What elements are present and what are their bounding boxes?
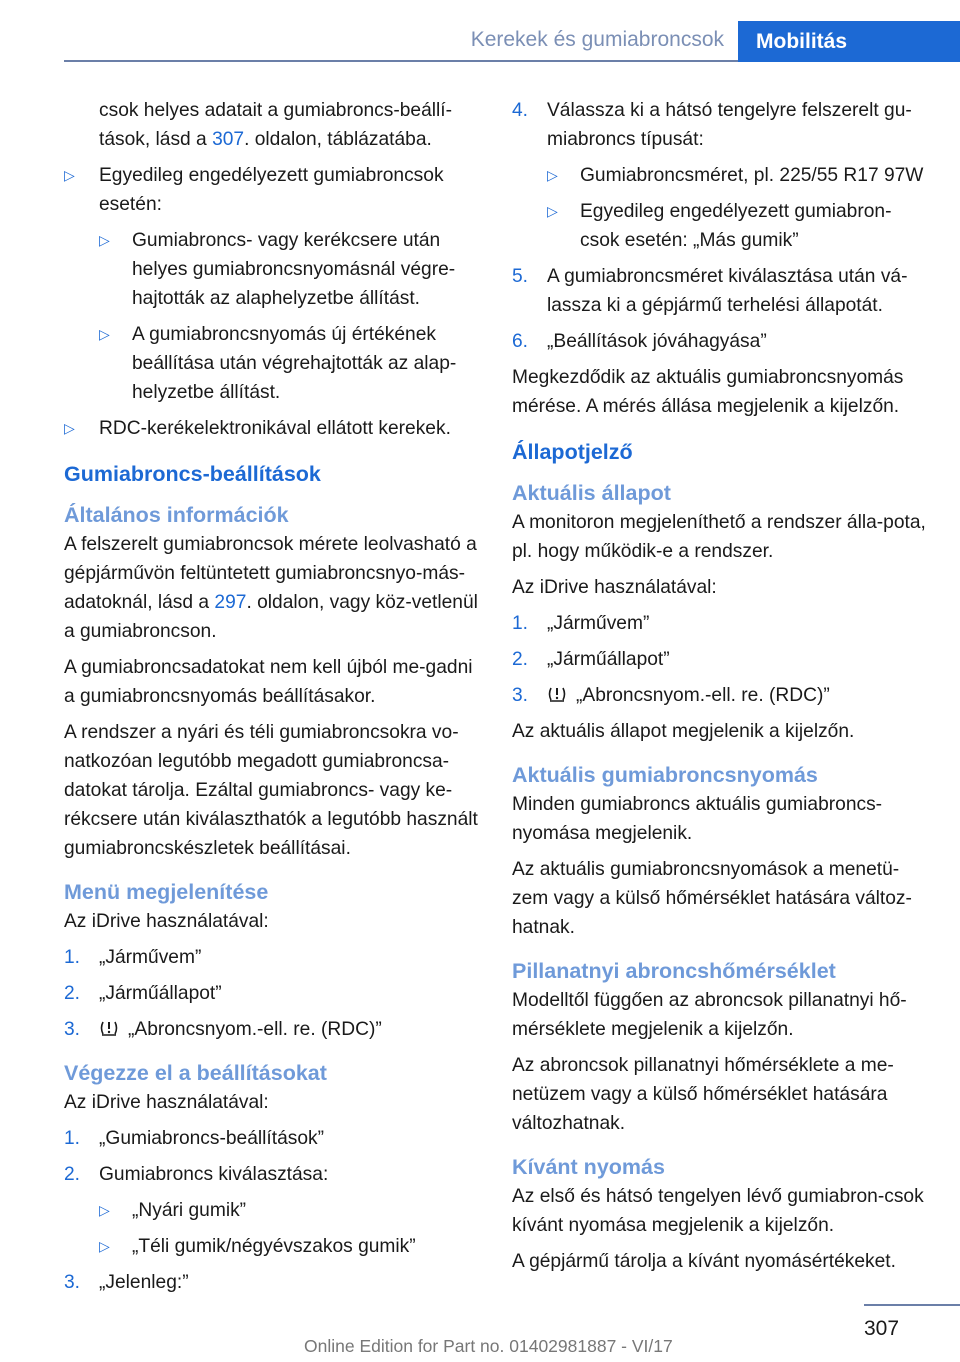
step-number: 2. <box>512 649 529 670</box>
list-item: 3. „Abroncsnyom.-ell. re. (RDC)” <box>64 1015 482 1044</box>
paragraph: Modelltől függően az abroncsok pillanatnyi hő‐mérséklete megjelenik a kijelzőn. <box>512 990 907 1040</box>
header-chapter-tab: Mobilitás <box>738 21 960 62</box>
list-item: 2. „Járműállapot” <box>64 979 482 1008</box>
paragraph: Az aktuális gumiabroncsnyomások a menetü‐zem vagy a külső hőmérséklet hatására változ‐hatnak. <box>512 859 912 938</box>
step-number: 5. <box>512 266 529 287</box>
heading-tire-temperature: Pillanatnyi abroncshőmérséklet <box>512 959 836 983</box>
paragraph: Az abroncsok pillanatnyi hőmérséklete a me‐netüzem vagy a külső hőmérséklet hatására változhatnak. <box>512 1055 894 1134</box>
list-item: 6. „Beállítások jóváhagyása” <box>512 327 930 356</box>
paragraph: Az iDrive használatával: <box>64 1092 269 1113</box>
list-item: 4. Válassza ki a hátsó tengelyre felszerelt gu‐miabroncs típusát: <box>512 96 930 154</box>
step-number: 4. <box>512 100 529 121</box>
triangle-bullet-icon: ▷ <box>547 203 558 219</box>
triangle-bullet-icon: ▷ <box>547 167 558 183</box>
step-number: 2. <box>64 1164 81 1185</box>
tire-pressure-warning-icon <box>547 684 567 704</box>
heading-status-indicator: Állapotjelző <box>512 440 633 464</box>
paragraph: A gumiabroncsadatokat nem kell újból me‐gadni a gumiabroncsnyomás beállításakor. <box>64 657 473 707</box>
header-section-title: Kerekek és gumiabroncsok <box>470 28 724 51</box>
heading-current-pressure: Aktuális gumiabroncsnyomás <box>512 763 818 787</box>
list-item: 2. Gumiabroncs kiválasztása: <box>64 1160 482 1189</box>
list-item: ▷ RDC-kerékelektronikával ellátott kerekek. <box>64 414 482 443</box>
triangle-bullet-icon: ▷ <box>99 1238 110 1254</box>
heading-tire-settings: Gumiabroncs-beállítások <box>64 462 321 486</box>
triangle-bullet-icon: ▷ <box>99 1202 110 1218</box>
paragraph: A rendszer a nyári és téli gumiabroncsokra vo‐natkozóan legutóbb megadott gumiabroncsa‐datokat tárolja. Ezáltal gumiabroncs- vagy ke‐rékcsere után kiválaszthatók a legutóbb használt gumiabroncskészletek beállításai. <box>64 722 478 859</box>
step-number: 1. <box>64 1128 81 1149</box>
list-item: ▷ „Téli gumik/négyévszakos gumik” <box>64 1232 482 1261</box>
list-item: ▷ Egyedileg engedélyezett gumiabroncsok esetén: <box>64 161 482 219</box>
right-column <box>512 96 930 1283</box>
step-number: 2. <box>64 983 81 1004</box>
step-number: 3. <box>512 685 529 706</box>
list-item: ▷ Gumiabroncsméret, pl. 225/55 R17 97W <box>512 161 930 190</box>
triangle-bullet-icon: ▷ <box>64 420 75 436</box>
heading-general-info: Általános információk <box>64 503 289 527</box>
heading-make-settings: Végezze el a beállításokat <box>64 1061 327 1085</box>
page-link-307[interactable]: 307 <box>212 129 245 150</box>
paragraph: Az első és hátsó tengelyen lévő gumiabron‐csok kívánt nyomása megjelenik a kijelzőn. <box>512 1186 924 1236</box>
tire-pressure-warning-icon <box>99 1018 119 1038</box>
left-column <box>64 96 482 1304</box>
triangle-bullet-icon: ▷ <box>99 326 110 342</box>
paragraph: Az iDrive használatával: <box>64 911 269 932</box>
footer-rule <box>864 1304 960 1306</box>
paragraph: Megkezdődik az aktuális gumiabroncsnyomás mérése. A mérés állása megjelenik a kijelzőn. <box>512 367 904 417</box>
page-link-297[interactable]: 297 <box>214 592 247 613</box>
paragraph: Az iDrive használatával: <box>512 577 717 598</box>
triangle-bullet-icon: ▷ <box>99 232 110 248</box>
page-number: 307 <box>864 1317 900 1340</box>
paragraph: A felszerelt gumiabroncsok mérete leolvasható a gépjárművön feltüntetett gumiabroncsnyo‐más-adatoknál, lásd a 297. oldalon, vagy köz‐vetlenül a gumiabroncson. <box>64 534 478 642</box>
list-item: ▷ Gumiabroncs- vagy kerékcsere után helyes gumiabroncsnyomásnál végre‐hajtották az alaphelyzetbe állítást. <box>64 226 482 313</box>
continued-text: csok helyes adatait a gumiabroncs-beállí‐ tások, lásd a 307. oldalon, táblázatába. <box>99 100 453 150</box>
heading-menu-display: Menü megjelenítése <box>64 880 269 904</box>
triangle-bullet-icon: ▷ <box>64 167 75 183</box>
list-item: ▷ „Nyári gumik” <box>64 1196 482 1225</box>
step-number: 1. <box>512 613 529 634</box>
paragraph: Az aktuális állapot megjelenik a kijelzőn. <box>512 721 855 742</box>
step-number: 3. <box>64 1019 81 1040</box>
paragraph: A gépjármű tárolja a kívánt nyomásértékeket. <box>512 1251 896 1272</box>
step-number: 3. <box>64 1272 81 1293</box>
heading-target-pressure: Kívánt nyomás <box>512 1155 665 1179</box>
paragraph: Minden gumiabroncs aktuális gumiabroncs‐nyomása megjelenik. <box>512 794 883 844</box>
list-item: ▷ Egyedileg engedélyezett gumiabron‐csok esetén: „Más gumik” <box>512 197 930 255</box>
heading-current-status: Aktuális állapot <box>512 481 671 505</box>
list-item: 3. „Abroncsnyom.-ell. re. (RDC)” <box>512 681 930 710</box>
list-item: 2. „Járműállapot” <box>512 645 930 674</box>
list-item: 1. „Járművem” <box>64 943 482 972</box>
edition-footer: Online Edition for Part no. 01402981887 - VI/17 <box>304 1336 673 1356</box>
list-item: 1. „Járművem” <box>512 609 930 638</box>
list-item: 3. „Jelenleg:” <box>64 1268 482 1297</box>
list-item: 1. „Gumiabroncs-beállítások” <box>64 1124 482 1153</box>
paragraph: A monitoron megjeleníthető a rendszer álla‐pota, pl. hogy működik-e a rendszer. <box>512 512 926 562</box>
step-number: 1. <box>64 947 81 968</box>
step-number: 6. <box>512 331 529 352</box>
list-item: ▷ A gumiabroncsnyomás új értékének beállítása után végrehajtották az alap‐helyzetbe állítást. <box>64 320 482 407</box>
list-item: 5. A gumiabroncsméret kiválasztása után vá‐lassza ki a gépjármű terhelési állapotát. <box>512 262 930 320</box>
